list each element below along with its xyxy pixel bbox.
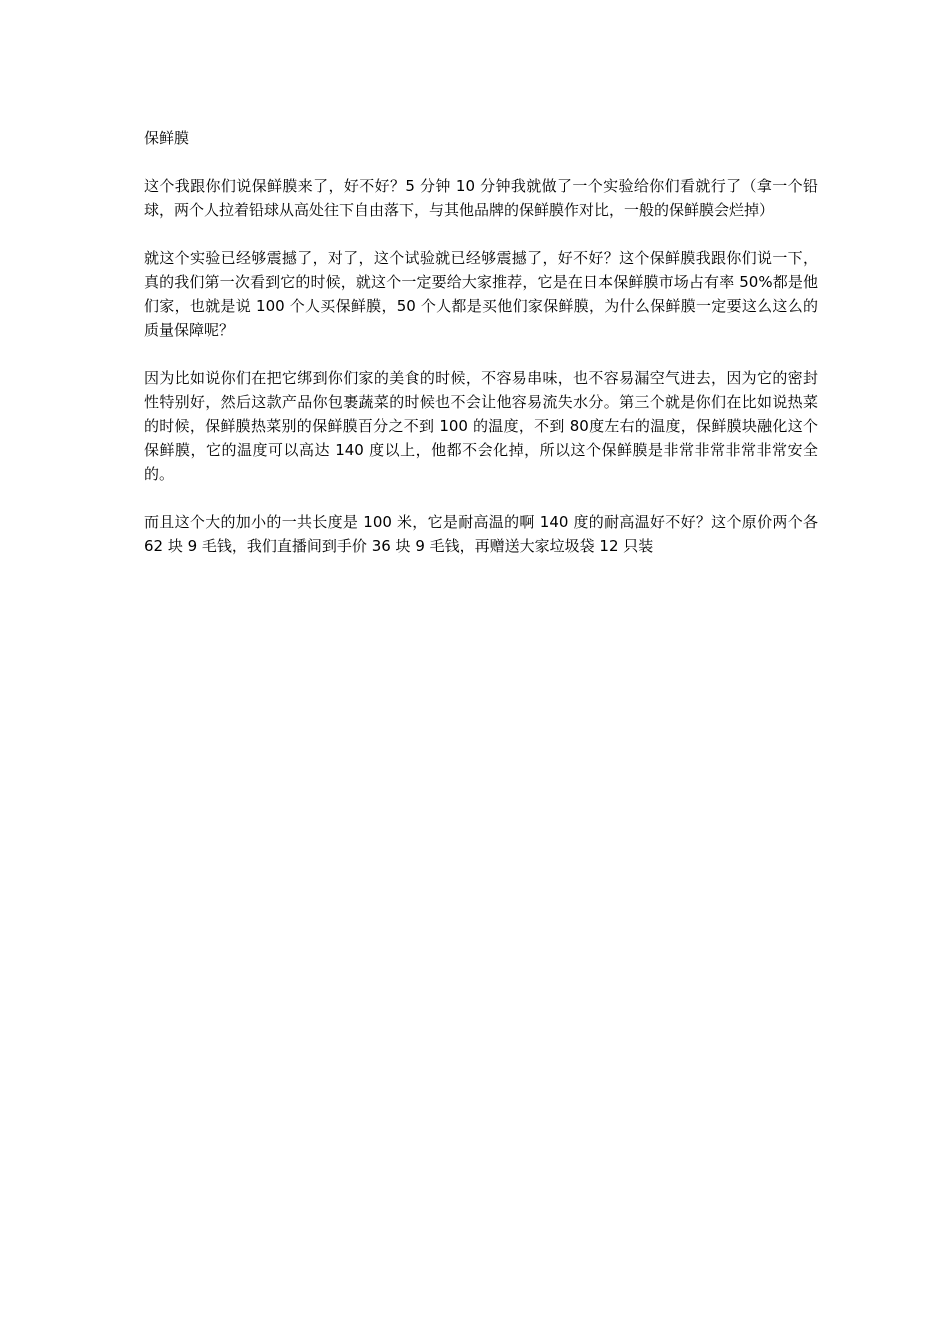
document-page bbox=[144, 126, 818, 582]
paragraph-2: 就这个实验已经够震撼了，对了，这个试验就已经够震撼了，好不好？这个保鲜膜我跟你们说一下，真的我们第一次看到它的时候，就这个一定要给大家推荐，它是在日本保鲜膜市场占有率 50%都是他们家，也就是说 100 个人买保鲜膜，50 个人都是买他们家保鲜膜，为什么保鲜膜一定要这么这么的质量保障呢？ bbox=[144, 249, 818, 339]
paragraph-3: 因为比如说你们在把它绑到你们家的美食的时候，不容易串味，也不容易漏空气进去，因为它的密封性特别好，然后这款产品你包裹蔬菜的时候也不会让他容易流失水分。第三个就是你们在比如说热菜的时候，保鲜膜热菜别的保鲜膜百分之不到 100 的温度，不到 80度左右的温度，保鲜膜块融化这个保鲜膜，它的温度可以高达 140 度以上，他都不会化掉，所以这个保鲜膜是非常非常非常非常安全的。 bbox=[144, 369, 818, 483]
paragraph-1: 这个我跟你们说保鲜膜来了，好不好？5 分钟 10 分钟我就做了一个实验给你们看就行了（拿一个铅球，两个人拉着铅球从高处往下自由落下，与其他品牌的保鲜膜作对比，一般的保鲜膜会烂掉） bbox=[144, 177, 818, 219]
paragraph-4: 而且这个大的加小的一共长度是 100 米，它是耐高温的啊 140 度的耐高温好不好？这个原价两个各 62 块 9 毛钱，我们直播间到手价 36 块 9 毛钱，再赠送大家垃圾袋 12 只装 bbox=[144, 513, 818, 555]
document-title: 保鲜膜 bbox=[144, 129, 190, 147]
